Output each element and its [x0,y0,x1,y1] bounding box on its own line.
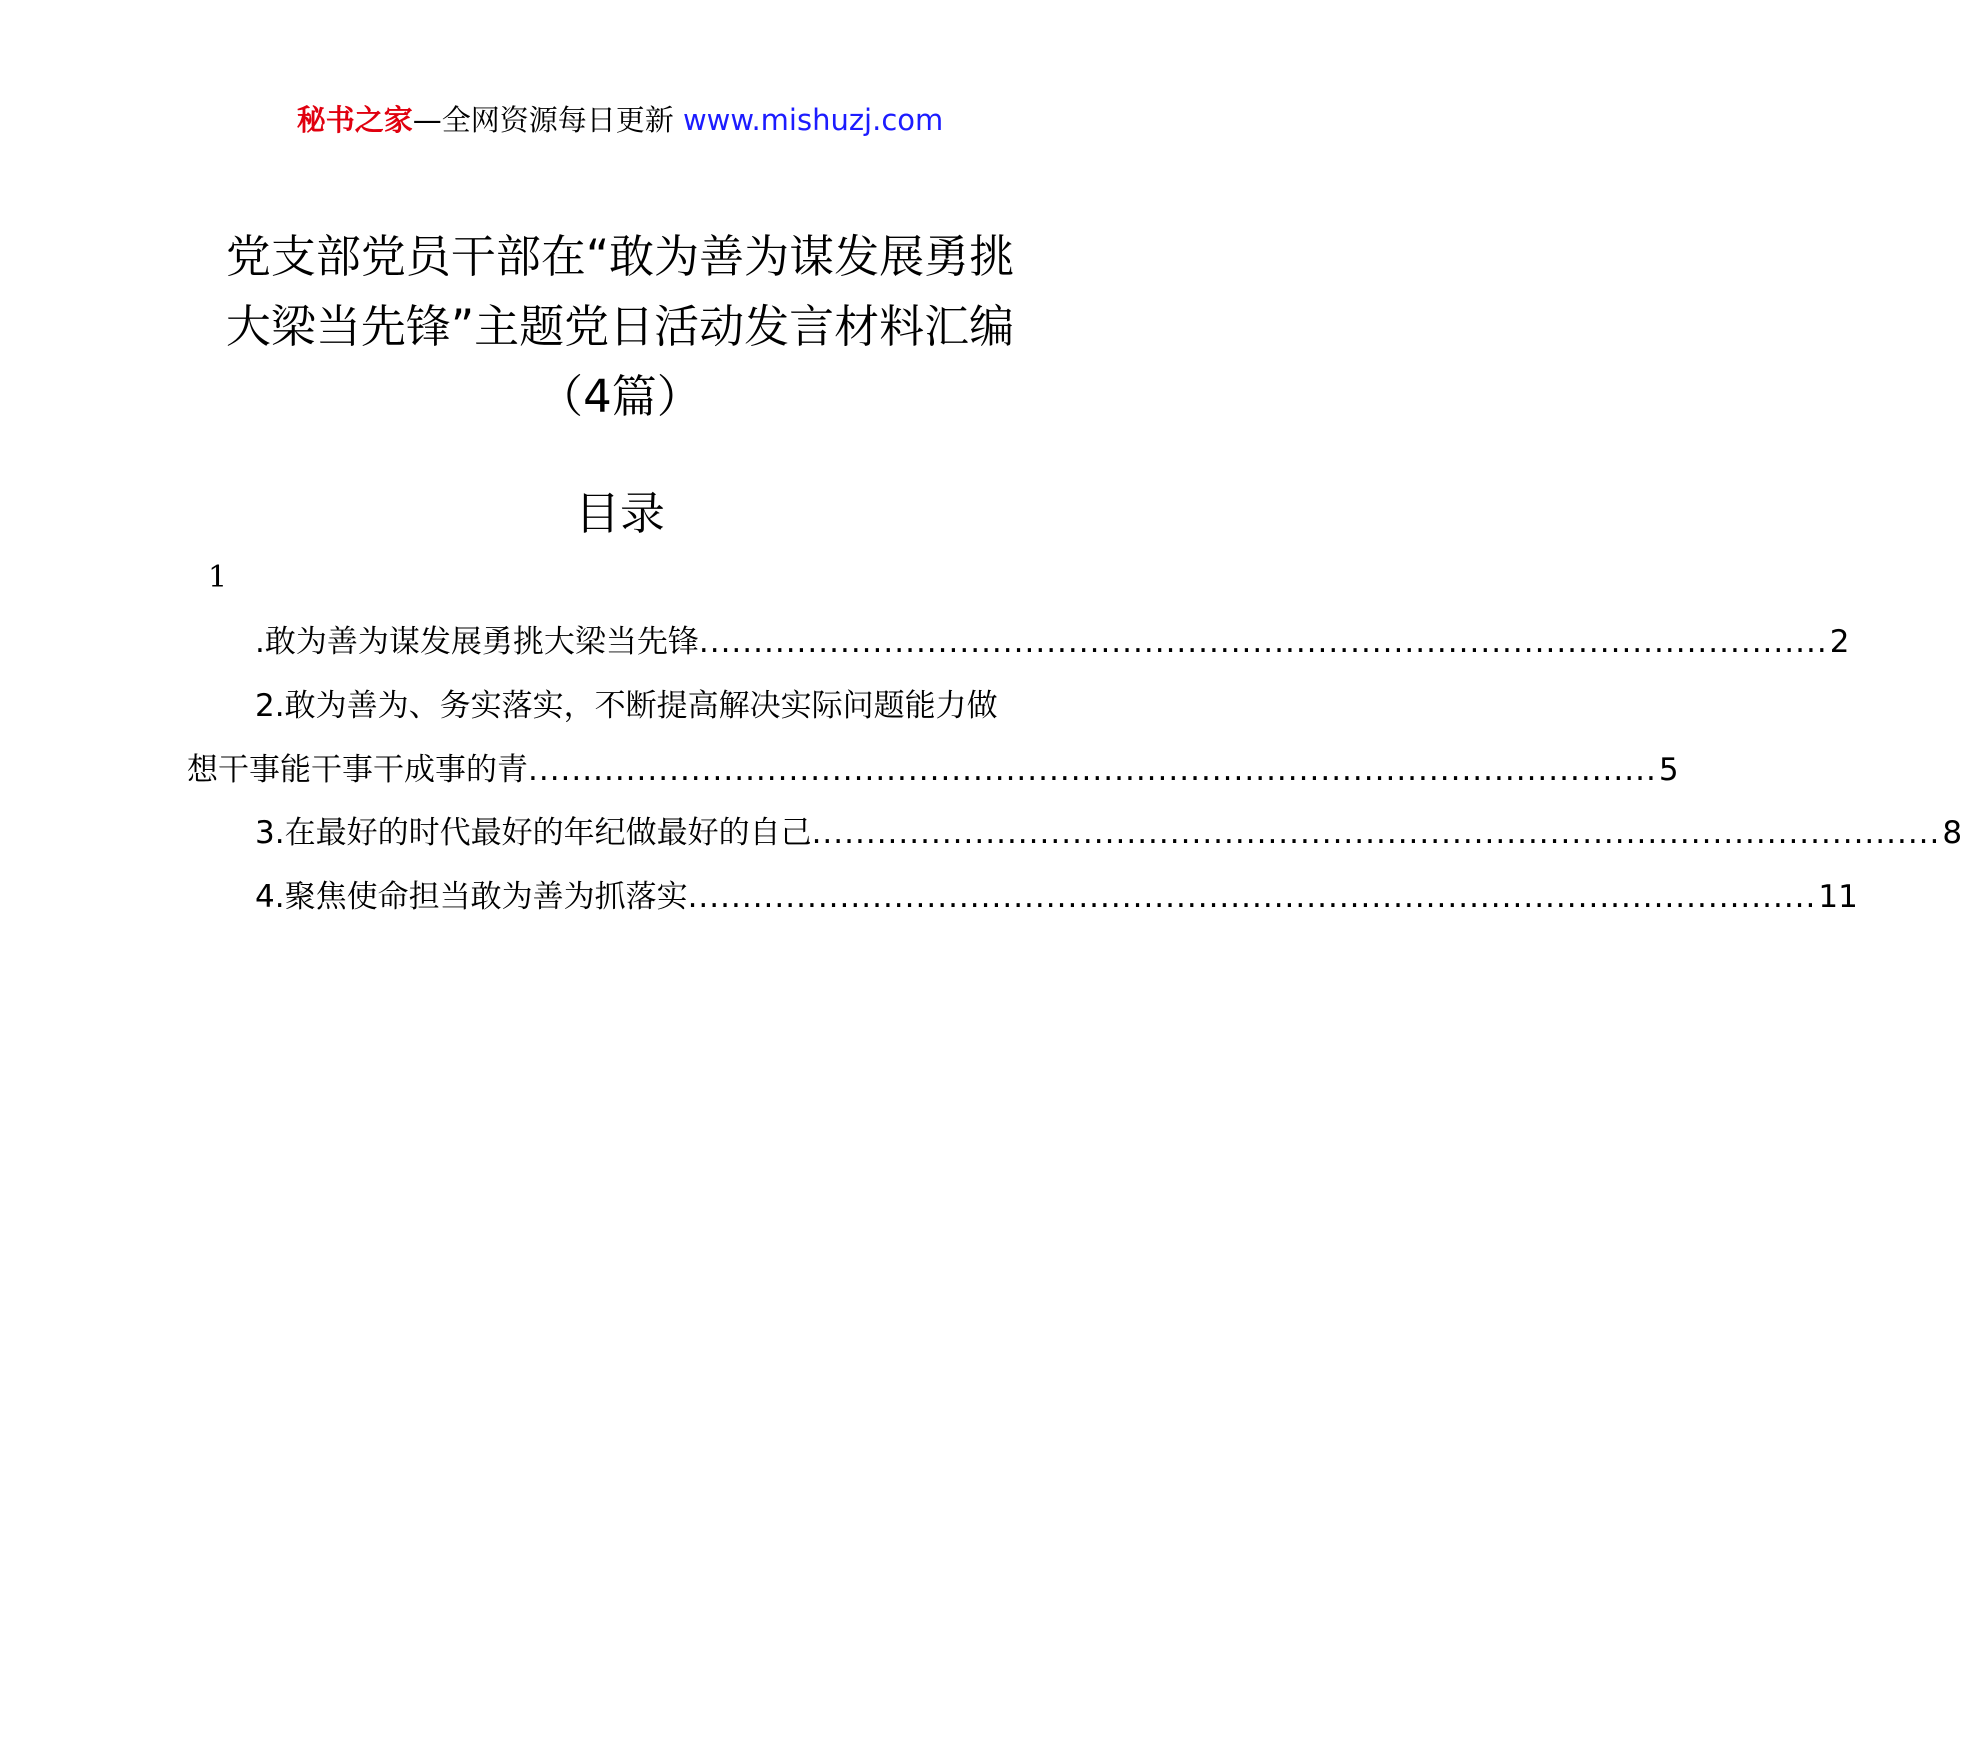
toc-page-number: 2 [1829,624,1850,660]
site-url-link[interactable]: www.mishuzj.com [682,103,944,137]
toc-entry-3[interactable] [255,813,1962,853]
toc-entry-1[interactable] [255,622,1850,662]
toc-entry-text: 4.聚焦使命担当敢为善为抓落实 [255,879,688,915]
toc-heading: 目录 [574,487,665,540]
banner-slogan: —全网资源每日更新 [412,103,683,137]
toc-entry-2-line-1[interactable]: 2.敢为善为、务实落实，不断提高解决实际问题能力做 [255,688,998,724]
toc-leader-dots: ........................................................................................................ [811,815,1941,851]
toc-entry-2-line-2[interactable] [187,750,1679,790]
toc-leader-dots: ........................................................................................................ [687,879,1817,915]
title-line-1: 党支部党员干部在“敢为善为谋发展勇挑 [225,230,1015,283]
toc-leader-dots: ........................................................................................................ [528,752,1657,788]
toc-entry-text: 3.在最好的时代最好的年纪做最好的自己 [255,815,812,851]
toc-entry-text: .敢为善为谋发展勇挑大梁当先锋 [255,624,699,660]
site-banner [0,100,1240,140]
toc-page-number: 8 [1942,815,1962,851]
toc-page-number: 11 [1818,879,1858,915]
toc-number: 1 [208,560,228,595]
toc-leader-dots: ........................................................................................................ [698,624,1828,660]
toc-page-number: 5 [1658,752,1679,788]
brand-name: 秘书之家 [296,103,413,137]
toc-entry-text: 想干事能干事干成事的青 [187,752,528,788]
title-line-3: （4篇） [538,370,702,423]
title-line-2: 大梁当先锋”主题党日活动发言材料汇编 [225,300,1015,353]
document-title [140,222,1100,432]
toc-entry-4[interactable] [255,877,1858,917]
